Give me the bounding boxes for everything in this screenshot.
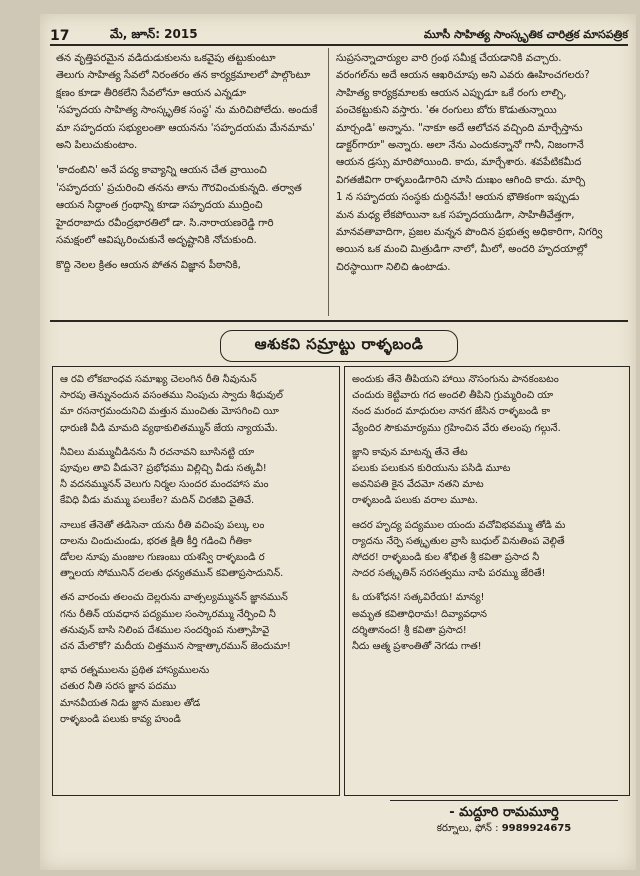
poem-line: ఓ యశోధన! సత్కవిరేయ! మాన్య! xyxy=(352,592,485,604)
stanza-gap xyxy=(60,437,291,445)
article-line: మన మధ్య లేకపోయినా ఒక సహృదయుడిగా, సాహితీవేత్తగా, xyxy=(336,209,575,221)
article-line: సాహిత్య కార్యక్రమాలకు ఆయన ఎప్పుడూ ఒకే రంగు లాల్చి, xyxy=(336,87,567,99)
article-line: పంచెకట్టుకుని వస్తారు. 'ఈ రంగులు బోరు కొడుతున్నాయి xyxy=(336,105,557,117)
poem-line: ధారుణి వీడి మామది వ్యథాకులితమ్మున్ జేయ న్యాయమే. xyxy=(60,422,278,434)
article-line: అని పిలుచుకుంటాం. xyxy=(56,140,138,152)
article-line: 1 న సహృదయ సంస్థకు దుర్దినమే! ఆయన భౌతికంగా ఇప్పుడు xyxy=(336,192,580,204)
stanza-gap xyxy=(352,582,565,590)
poem-right-column xyxy=(352,372,565,655)
stanza-gap xyxy=(60,582,291,590)
poem-line: డోలల నూపు మంజుల గుణంబు యశస్వి రాళ్ళబండి ర xyxy=(60,552,265,564)
article-line: క్షణం కూడా తీరికలేని సేవలోనూ ఆయన ఎన్నడూ xyxy=(56,87,247,99)
poem-line: సోదర! రాళ్ళబండి కుల శోభిత శ్రీ కవితా ప్రసాద నీ xyxy=(352,552,540,564)
poem-line: సాదర సత్కృతిన్ సరసత్వము నాపి పరమ్ము జేరితే! xyxy=(352,568,546,580)
poem-left-column xyxy=(60,372,291,728)
poem-line: గను రీతిన్ యవధాన పద్యముల సంస్కారమ్ము నేర్పించి నీ xyxy=(60,608,276,620)
poem-line: భావ రత్నములను ప్రథిత హాస్యములను xyxy=(60,665,210,677)
article-line: మానవతావాదిగా, ప్రజల మన్నన పొందిన ప్రభుత్వ అధికారిగా, నిగర్వి xyxy=(336,227,603,239)
poem-line: సారపు తెన్నునందున వసంతము నింపుచు స్వాదు శీధువుల్ xyxy=(60,390,283,402)
issue-date: మే, జూన్: 2015 xyxy=(110,27,198,41)
article-line: సమక్షంలో ఆవిష్కరించుకునే అదృష్టానికి నోచుకుంది. xyxy=(56,235,257,247)
poem-line: అందుకు తేనె తీపియని హాయి నొసంగును పానకంబటం xyxy=(352,374,559,385)
poem-line: అమృత కవితాధిరామ! దివ్యావధాన xyxy=(352,608,487,620)
stanza-gap xyxy=(56,249,318,257)
poem-line: చన మేలొకో? మదీయ చిత్తమున సాక్షాత్కారమున్ జెందుమా! xyxy=(60,641,291,653)
magazine-page xyxy=(40,14,636,870)
poem-line: అవనిపతి కైన వేదమో నతని మాట xyxy=(352,479,484,491)
poem-line: పలుకు పలుకున కురియును పసిడి మూట xyxy=(352,463,511,475)
magazine-title: మూసీ సాహిత్య సాంస్కృతిక చారిత్రక మాసపత్రిక xyxy=(423,28,628,41)
stanza-gap xyxy=(352,437,565,445)
poem-line: ఆదర హృద్య పద్యముల యందు వచోవిభవమ్ము తోడి మ xyxy=(352,519,566,531)
column-divider xyxy=(328,48,329,316)
poem-line: నీవిలు మమ్ముచీడినను నీ రచనావని బూసినట్టి యా xyxy=(60,446,255,458)
stanza-gap xyxy=(352,510,565,518)
article-line: ఆయన డ్రస్సు మారిపోయింది. కాదు, మార్చేశారు. శవపేటికమీద xyxy=(336,157,582,169)
article-line: సుప్రసన్నాచార్యుల వారి గ్రంథ సమీక్ష చేయడానికి వచ్చారు. xyxy=(336,53,562,64)
contact-place: కర్నూలు, ఫోన్ : xyxy=(436,823,499,834)
poem-line: చతుర నీతి సరస జ్ఞాన పదము xyxy=(60,681,177,693)
poem-line: కేవిధి వీడు మమ్ము పలుకేల? మదిన్ చిరజీవి వైతివే. xyxy=(60,495,255,507)
article-line: 'సహృదయ సాహిత్య సాంస్కృతిక సంస్థ' ను మరిచిపోలేదు. అందుకే xyxy=(56,105,318,117)
poem-line: పూవుల తావి వీడునె? ప్రభోధము విల్లిచ్చి వీడు సత్కవీ! xyxy=(60,463,267,475)
article-line: మార్చండి' అన్నాను. "నాకూ అదే ఆలోచన వచ్చింది మార్చేస్తాను xyxy=(336,122,583,134)
author-contact xyxy=(392,822,616,836)
poem-line: ఆ రవి లోకబాంధవ సమాఖ్య చెలంగిన రీతి నీవునున్ xyxy=(60,374,257,385)
poem-line: నంద మరంద మాధురుల నానగ జేసిన రాళ్ళబండి కా xyxy=(352,406,551,418)
article-line: అయిన ఒక మంచి మిత్రుడిగా నాలో, మీలో, అందరి హృదయాల్లో xyxy=(336,244,587,256)
article-line: డాక్టర్‌గారూ" అన్నారు. అలా నేను ఎందుకన్నానో గానీ, నిజంగానే xyxy=(336,140,584,152)
poem-author: - మద్దూరి రామమూర్తి xyxy=(390,800,618,823)
article-line: మా సహృదయ సభ్యులంతా ఆయనను 'సహృదయమ మేనమామ' xyxy=(56,122,316,134)
poem-line: ర్యాదను నేర్పె సత్కృతుల వ్రాసి బుధుల్ వినుతింప వెల్గితే xyxy=(352,535,565,547)
article-line: తెలుగు సాహిత్య సేవలో నిరంతరం తన కార్యక్రమాలలో పాల్గొంటూ xyxy=(56,70,311,82)
article-line: విగతజీవిగా రాళ్ళబండిగారిని చూసి దుఃఖం ఆగింది కాదు. మార్చి xyxy=(336,174,586,186)
stanza-gap xyxy=(60,510,291,518)
article-line: 'కాదంబిని' అనే పద్య కావ్యాన్ని ఆయన చేత వ్రాయించి xyxy=(56,165,267,177)
stanza-gap xyxy=(56,154,318,162)
poem-line: నీదు ఆత్మ ప్రశాంతితో నెగడు గాత! xyxy=(352,641,482,653)
poem-line: జ్ఞాని కావున మాటన్న తేనె తేట xyxy=(352,446,468,458)
article-line: వరంగల్‌ను అదే ఆయన ఆఖరిచూపు అని ఎవరు ఊహించగలరు? xyxy=(336,70,590,82)
poem-line: దర్శితానంద! శ్రీ కవితా ప్రసాద! xyxy=(352,624,467,636)
poem-line: చందురు కెట్టివారు గద అందలి తీపిని గ్రుమ్మరించి యా xyxy=(352,390,554,402)
article-line: చిరస్థాయిగా నిలిచి ఉంటాడు. xyxy=(336,261,451,273)
poem-line: నాలుక తేనెతో తడిసెనా యను రీతి వచింపు పల్కు లం xyxy=(60,519,265,531)
poem-line: తన వారంచు తలంచు దెల్లరును వాత్సల్యమ్మునన్ జ్ఞానమున్ xyxy=(60,592,288,604)
poem-line: రాళ్ళబండి పలుకు కావ్య హుండి xyxy=(60,713,181,725)
page-number: 17 xyxy=(50,28,70,44)
section-divider xyxy=(50,320,628,322)
article-left-column xyxy=(56,50,318,275)
article-line: ఆయన సిద్ధాంత గ్రంథాన్ని కూడా సహృదయ ముద్రించి xyxy=(56,200,263,212)
contact-phone: 9989924675 xyxy=(501,823,572,834)
article-line: 'సహృదయ' ప్రచురించి తనను తాను గౌరవించుకున్నది. తర్వాత xyxy=(56,182,302,194)
poem-line: త్నాలయ సోమునిన్ దలతు ధన్యతమున్ కవితాప్రసాదునిన్. xyxy=(60,568,284,580)
poem-line: తనువున్ బాసి నిలింప దేశముల సందర్శింప నుత్సాహివై xyxy=(60,624,270,636)
poem-line: మానవీయత నిడు జ్ఞాన మణుల తోడ xyxy=(60,697,201,709)
poem-line: నీ వదనమ్మునన్ వెలుగు నిర్మల సుందర మందహాస మం xyxy=(60,479,269,491)
poem-title: ఆశుకవి సమ్రాట్టు రాళ్ళబండి xyxy=(220,330,458,362)
article-line: హైదరాబాదు రవీంద్రభారతిలో డా. సి.నారాయణరెడ్డి గారి xyxy=(56,217,274,229)
poem-line: రాళ్ళబండి పలుకు వరాల మూట. xyxy=(352,495,478,507)
article-right-column xyxy=(336,50,602,276)
poem-line: మా రసనాగ్రమందునిచి మత్తున ముంచితు మోసగించి యీ xyxy=(60,406,279,418)
poem-line: వ్యేందిర సౌకుమార్యము గ్రహించిన వేరు తలంపు గల్గునే. xyxy=(352,422,561,434)
page-header xyxy=(50,20,628,46)
article-line: తన వృత్తిపరమైన వడిదుడుకులను ఒకవైపు తట్టుకుంటూ xyxy=(56,53,276,64)
stanza-gap xyxy=(60,655,291,663)
poem-line: దాలను చిందుచుండు, భరత క్షితి కీర్తి గడించి గీతికా xyxy=(60,535,252,547)
article-line: కొద్ది నెలల క్రితం ఆయన పోతన విజ్ఞాన పీఠానికి, xyxy=(56,260,241,272)
